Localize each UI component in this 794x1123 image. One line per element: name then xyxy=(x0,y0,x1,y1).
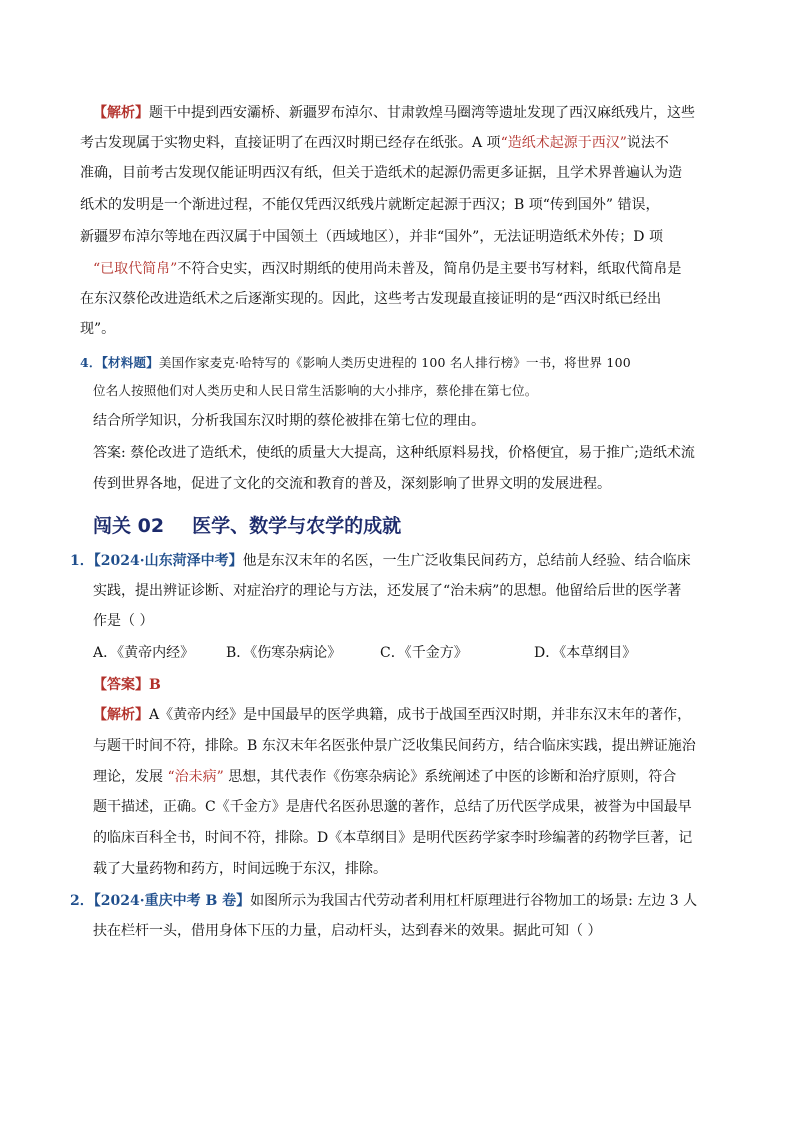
q1-analysis-text: 载了大量药物和药方，时间远晚于东汉，排除。 xyxy=(93,861,387,877)
answer-label: 【答案】B xyxy=(93,677,161,693)
q4-text: 美国作家麦克·哈特写的《影响人类历史进程的 100 名人排行榜》一书，将世界 100 xyxy=(158,355,631,370)
q1-analysis-line-2 xyxy=(93,737,696,755)
section-heading xyxy=(93,511,401,538)
q1-stem: 作是（ ） xyxy=(93,613,154,629)
analysis-text: 纸术的发明是一个渐进过程，不能仅凭西汉纸残片就断定起源于西汉；B 项“传到国外” 错误， xyxy=(80,197,660,213)
analysis-line-6 xyxy=(93,260,681,278)
question-number: 4． xyxy=(80,355,102,370)
question-source: 【2024·山东菏泽中考】 xyxy=(93,553,243,569)
analysis-text: 考古发现属于实物史料，直接证明了在西汉时期已经存在纸张。A 项 xyxy=(80,135,501,151)
q4-answer-line-2 xyxy=(93,475,611,493)
q4-answer: 传到世界各地，促进了文化的交流和教育的普及，深刻影响了世界文明的发展进程。 xyxy=(93,476,611,492)
analysis-line-1 xyxy=(93,104,695,122)
q2-stem: 如图所示为我国古代劳动者利用杠杆原理进行谷物加工的场景: 左边 3 人 xyxy=(250,893,698,909)
q1-line-3 xyxy=(93,612,153,630)
q1-answer xyxy=(93,676,161,694)
q1-analysis-line-6 xyxy=(93,860,387,878)
q1-analysis-text: A《黄帝内经》是中国最早的医学典籍，成书于战国至西汉时期，并非东汉末年的著作， xyxy=(149,707,692,723)
q4-line-3 xyxy=(93,412,485,430)
q4-text: 位名人按照他们对人类历史和人民日常生活影响的大小排序，蔡伦排在第七位。 xyxy=(93,383,538,398)
question-number: 1． xyxy=(70,553,94,569)
analysis-tag: 【解析】 xyxy=(93,105,149,121)
option-c: C．《千金方》 xyxy=(380,645,468,661)
analysis-line-8 xyxy=(80,320,115,338)
analysis-text: 在东汉蔡伦改进造纸术之后逐渐实现的。因此，这些考古发现最直接证明的是“西汉时纸已经出 xyxy=(80,291,662,307)
option-a: A．《黄帝内经》 xyxy=(93,645,195,661)
q1-analysis-text: 与题干时间不符，排除。B 东汉末年名医张仲景广泛收集民间药方，结合临床实践，提出辨证施治 xyxy=(93,738,696,754)
analysis-text: 不符合史实，西汉时期纸的使用尚未普及，简帛仍是主要书写材料，纸取代简帛是 xyxy=(177,261,682,277)
analysis-text: 说法不 xyxy=(626,135,669,151)
q1-analysis-line-4 xyxy=(93,798,692,816)
q1-analysis-line-5 xyxy=(93,829,692,847)
q4-question: 结合所学知识，分析我国东汉时期的蔡伦被排在第七位的理由。 xyxy=(93,413,485,429)
question-number: 2． xyxy=(70,893,94,909)
q1-analysis-text: 理论，发展 xyxy=(93,769,163,785)
q1-stem: 实践，提出辨证诊断、对症治疗的理论与方法，还发展了“治未病”的思想。他留给后世的医学著 xyxy=(93,583,682,599)
q1-analysis-text: 思想，其代表作《伤寒杂病论》系统阐述了中医的诊断和治疗原则，符合 xyxy=(228,769,677,785)
q1-analysis-text: 题干描述，正确。C《千金方》是唐代名医孙思邈的著作，总结了历代医学成果，被誉为中国最早 xyxy=(93,799,692,815)
analysis-text: 新疆罗布淖尔等地在西汉属于中国领土（西域地区），并非“国外”，无法证明造纸术外传；D 项 xyxy=(80,229,663,245)
analysis-text: 题干中提到西安灞桥、新疆罗布淖尔、甘肃敦煌马圈湾等遗址发现了西汉麻纸残片，这些 xyxy=(149,105,695,121)
material-tag: 【材料题】 xyxy=(101,355,159,370)
analysis-line-3 xyxy=(80,164,682,182)
q4-answer-line-1 xyxy=(93,444,695,462)
analysis-text: 现”。 xyxy=(80,321,116,337)
q4-line-2 xyxy=(93,382,538,400)
analysis-line-4 xyxy=(80,196,660,214)
highlight-quote: “已取代简帛” xyxy=(93,261,178,277)
q1-analysis-line-1 xyxy=(93,706,691,724)
highlight-quote: “造纸术起源于西汉” xyxy=(500,135,627,151)
analysis-line-2 xyxy=(80,134,669,152)
q1-line-2 xyxy=(93,582,681,600)
analysis-text: 准确，目前考古发现仅能证明西汉有纸，但关于造纸术的起源仍需更多证据，且学术界普遍认为造 xyxy=(80,165,682,181)
section-number: 闯关 02 xyxy=(93,515,165,537)
analysis-line-7 xyxy=(80,290,661,308)
q2-stem: 扶在栏杆一头，借用身体下压的力量，启动杆头，达到舂米的效果。据此可知（ ） xyxy=(93,923,602,939)
analysis-line-5 xyxy=(80,228,663,246)
question-source: 【2024·重庆中考 B 卷】 xyxy=(93,893,251,909)
q1-stem: 他是东汉末年的名医，一生广泛收集民间药方，总结前人经验、结合临床 xyxy=(242,553,691,569)
q2-line-2 xyxy=(93,922,601,940)
q4-line-1 xyxy=(80,354,631,372)
highlight-quote: “治未病” xyxy=(167,769,224,785)
option-d: D．《本草纲目》 xyxy=(534,645,637,661)
analysis-tag: 【解析】 xyxy=(93,707,149,723)
section-title: 医学、数学与农学的成就 xyxy=(192,515,402,537)
option-b: B．《伤寒杂病论》 xyxy=(226,645,342,661)
q1-line-1 xyxy=(70,552,691,570)
q1-analysis-text: 的临床百科全书，时间不符，排除。D《本草纲目》是明代医药学家李时珍编著的药物学巨著，记 xyxy=(93,830,693,846)
q4-answer: 答案: 蔡伦改进了造纸术，使纸的质量大大提高，这种纸原料易找，价格便宜，易于推广;造纸术流 xyxy=(93,445,695,461)
q2-line-1 xyxy=(70,892,697,910)
q1-analysis-line-3 xyxy=(93,768,676,786)
